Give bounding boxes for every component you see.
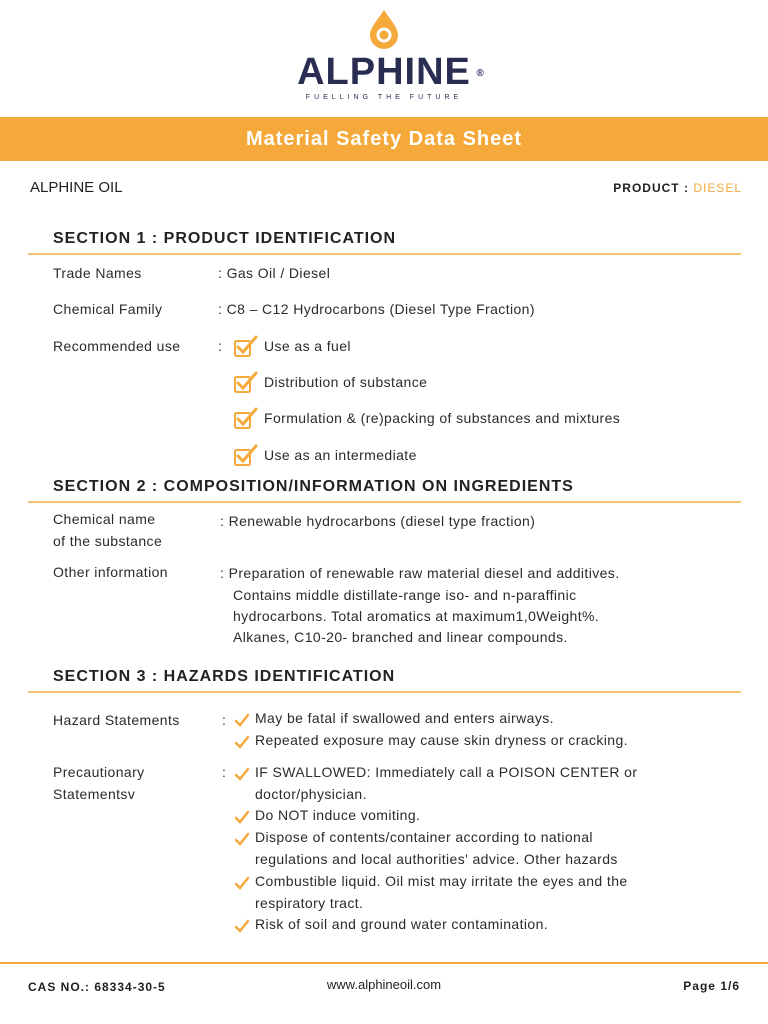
document-title-banner: Material Safety Data Sheet xyxy=(0,117,768,161)
precautionary-label: Precautionary xyxy=(53,764,145,780)
check-icon xyxy=(235,767,249,781)
precautionary-statement-line: Do NOT induce vomiting. xyxy=(255,807,421,823)
section-1-heading: SECTION 1 : PRODUCT IDENTIFICATION xyxy=(53,230,397,247)
checkbox-checked-icon xyxy=(234,444,258,466)
chemical-name-label-line2: of the substance xyxy=(53,533,163,549)
precautionary-statement-line: doctor/physician. xyxy=(255,786,367,802)
checkbox-checked-icon xyxy=(234,371,258,393)
precautionary-statement-line: IF SWALLOWED: Immediately call a POISON CENTER or xyxy=(255,764,638,780)
precautionary-colon: : xyxy=(222,764,226,780)
hazard-statements-colon: : xyxy=(222,712,226,728)
product-label: PRODUCT : DIESEL xyxy=(613,181,742,195)
hazard-statements-label: Hazard Statements xyxy=(53,712,180,728)
check-icon xyxy=(235,832,249,846)
cas-number: CAS NO.: 68334-30-5 xyxy=(28,980,166,994)
section-3-heading: SECTION 3 : HAZARDS IDENTIFICATION xyxy=(53,668,396,685)
other-information-line: Contains middle distillate-range iso- and n-paraffinic xyxy=(233,587,577,603)
hazard-statement-item: Repeated exposure may cause skin dryness or cracking. xyxy=(255,732,628,748)
section-3-divider xyxy=(28,691,741,693)
logo-wordmark: ALPHINE ® xyxy=(297,51,485,93)
oil-drop-icon xyxy=(364,8,404,50)
precautionary-statement-line: regulations and local authorities' advice. Other hazards xyxy=(255,851,618,867)
section-2-heading: SECTION 2 : COMPOSITION/INFORMATION ON INGREDIENTS xyxy=(53,478,574,495)
footer-divider xyxy=(0,962,768,964)
check-icon xyxy=(235,713,249,727)
other-information-line: : Preparation of renewable raw material diesel and additives. xyxy=(220,565,620,581)
section-2-divider xyxy=(28,501,741,503)
company-name: ALPHINE OIL xyxy=(30,179,123,196)
company-logo xyxy=(0,8,768,101)
trade-names-value: : Gas Oil / Diesel xyxy=(218,265,331,281)
precautionary-statement-line: Dispose of contents/container according to national xyxy=(255,829,593,845)
chemical-name-label: Chemical name xyxy=(53,511,156,527)
chemical-family-label: Chemical Family xyxy=(53,301,163,317)
product-value: DIESEL xyxy=(693,181,742,195)
precautionary-statement-line: Risk of soil and ground water contamination. xyxy=(255,916,549,932)
trade-names-label: Trade Names xyxy=(53,265,142,281)
check-icon xyxy=(235,876,249,890)
website-link[interactable]: www.alphineoil.com xyxy=(326,977,442,992)
recommended-use-item: Formulation & (re)packing of substances and mixtures xyxy=(264,410,621,426)
page-number: Page 1/6 xyxy=(683,979,740,993)
recommended-use-label: Recommended use xyxy=(53,338,181,354)
recommended-use-item: Use as a fuel xyxy=(264,338,351,354)
precautionary-statement-line: Combustible liquid. Oil mist may irritate the eyes and the xyxy=(255,873,628,889)
chemical-family-value: : C8 – C12 Hydrocarbons (Diesel Type Fraction) xyxy=(218,301,535,317)
check-icon xyxy=(235,810,249,824)
precautionary-label-line2: Statementsv xyxy=(53,786,136,802)
recommended-use-item: Use as an intermediate xyxy=(264,447,417,463)
hazard-statement-item: May be fatal if swallowed and enters airways. xyxy=(255,710,554,726)
section-1-divider xyxy=(28,253,741,255)
other-information-line: hydrocarbons. Total aromatics at maximum1,0Weight%. xyxy=(233,608,600,624)
chemical-name-value: : Renewable hydrocarbons (diesel type fraction) xyxy=(220,513,536,529)
checkbox-checked-icon xyxy=(234,335,258,357)
precautionary-statement-line: respiratory tract. xyxy=(255,895,364,911)
check-icon xyxy=(235,919,249,933)
recommended-use-item: Distribution of substance xyxy=(264,374,428,390)
logo-tagline: FUELLING THE FUTURE xyxy=(305,94,463,101)
other-information-label: Other information xyxy=(53,564,168,580)
checkbox-checked-icon xyxy=(234,407,258,429)
recommended-use-colon: : xyxy=(218,338,222,354)
check-icon xyxy=(235,735,249,749)
other-information-line: Alkanes, C10-20- branched and linear compounds. xyxy=(233,629,568,645)
